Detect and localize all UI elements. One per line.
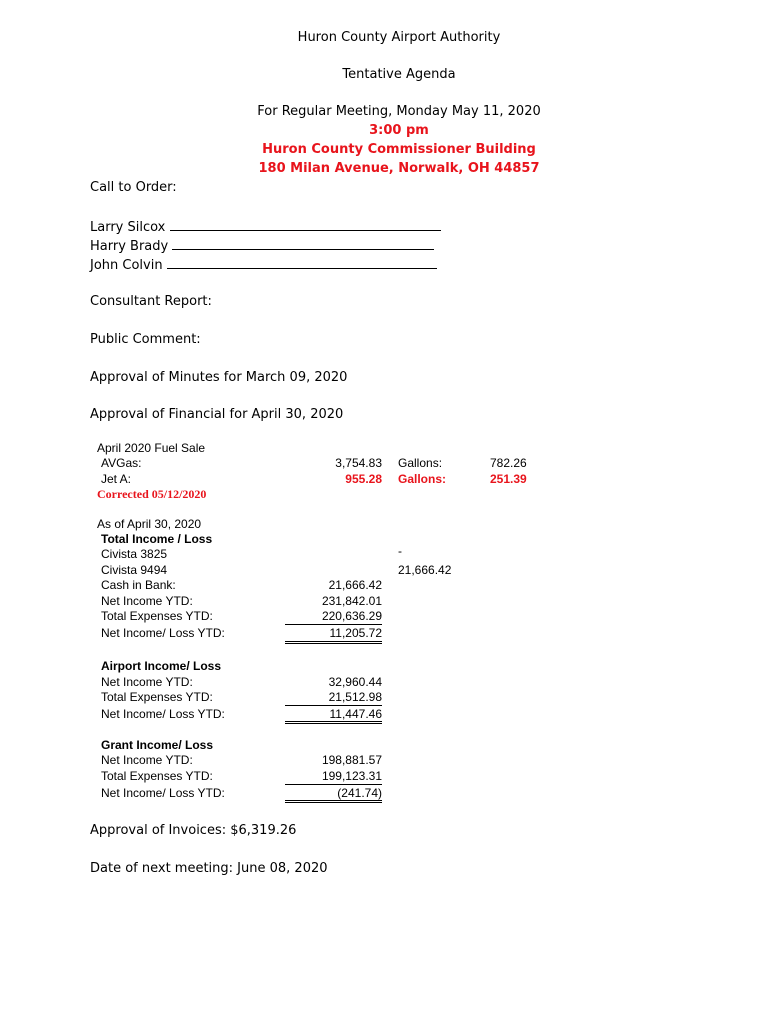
subtotal-line xyxy=(285,784,382,785)
airport-double-line-bottom xyxy=(285,723,382,724)
public-comment: Public Comment: xyxy=(90,332,201,347)
airport-heading: Airport Income/ Loss xyxy=(101,659,222,673)
airport-expenses-label: Total Expenses YTD: xyxy=(101,690,213,704)
total-net-value: 11,205.72 xyxy=(329,626,382,640)
subtotal-line xyxy=(285,705,382,706)
total-net-label: Net Income/ Loss YTD: xyxy=(101,626,225,640)
civista9494-label: Civista 9494 xyxy=(101,563,168,577)
jeta-amount: 955.28 xyxy=(345,472,382,486)
member-name: John Colvin xyxy=(90,258,163,273)
total-heading: Total Income / Loss xyxy=(101,532,213,546)
total-expenses-value: 220,636.29 xyxy=(321,609,382,623)
fuel-title: April 2020 Fuel Sale xyxy=(97,441,206,455)
grant-net-label: Net Income/ Loss YTD: xyxy=(101,786,225,800)
civista3825-label: Civista 3825 xyxy=(101,547,168,561)
grant-net-value: (241.74) xyxy=(337,786,382,800)
total-double-line-bottom xyxy=(285,643,382,644)
signature-line xyxy=(172,237,434,250)
airport-expenses-value: 21,512.98 xyxy=(328,690,382,704)
airport-net-label: Net Income/ Loss YTD: xyxy=(101,707,225,721)
jeta-gallons-label: Gallons: xyxy=(398,472,447,486)
doc-title: Tentative Agenda xyxy=(342,67,456,82)
member-name: Harry Brady xyxy=(90,239,169,254)
grant-heading: Grant Income/ Loss xyxy=(101,738,214,752)
grant-expenses-label: Total Expenses YTD: xyxy=(101,769,213,783)
meeting-time: 3:00 pm xyxy=(369,123,429,138)
roll-call-colvin xyxy=(90,256,437,273)
total-income-value: 231,842.01 xyxy=(321,594,382,608)
approval-invoices: Approval of Invoices: $6,319.26 xyxy=(90,823,297,838)
cash-value: 21,666.42 xyxy=(328,578,382,592)
airport-net-value: 11,447.46 xyxy=(329,707,382,721)
grant-income-value: 198,881.57 xyxy=(321,753,382,767)
member-name: Larry Silcox xyxy=(90,220,166,235)
airport-double-line-top xyxy=(285,721,382,722)
consultant-report: Consultant Report: xyxy=(90,294,212,309)
roll-call-brady xyxy=(90,237,434,254)
avgas-gallons-label: Gallons: xyxy=(398,456,443,470)
grant-double-line-bottom xyxy=(285,802,382,803)
grant-expenses-value: 199,123.31 xyxy=(321,769,382,783)
next-meeting-date: Date of next meeting: June 08, 2020 xyxy=(90,861,328,876)
meeting-address: 180 Milan Avenue, Norwalk, OH 44857 xyxy=(258,161,540,176)
airport-income-value: 32,960.44 xyxy=(328,675,382,689)
call-to-order: Call to Order: xyxy=(90,180,177,195)
airport-income-label: Net Income YTD: xyxy=(101,675,193,689)
corrected-note: Corrected 05/12/2020 xyxy=(97,487,207,501)
total-expenses-label: Total Expenses YTD: xyxy=(101,609,213,623)
meeting-line: For Regular Meeting, Monday May 11, 2020 xyxy=(257,104,541,119)
civista3825-value: - xyxy=(398,544,402,558)
as-of-date: As of April 30, 2020 xyxy=(97,517,202,531)
avgas-amount: 3,754.83 xyxy=(335,456,382,470)
grant-double-line-top xyxy=(285,800,382,801)
total-double-line-top xyxy=(285,641,382,642)
roll-call-silcox xyxy=(90,218,441,235)
civista9494-value: 21,666.42 xyxy=(398,563,452,577)
subtotal-line xyxy=(285,624,382,625)
jeta-label: Jet A: xyxy=(101,472,132,486)
total-income-label: Net Income YTD: xyxy=(101,594,193,608)
approval-financial: Approval of Financial for April 30, 2020 xyxy=(90,407,344,422)
avgas-label: AVGas: xyxy=(101,456,142,470)
meeting-location: Huron County Commissioner Building xyxy=(262,142,536,157)
org-name: Huron County Airport Authority xyxy=(297,30,501,45)
grant-income-label: Net Income YTD: xyxy=(101,753,193,767)
signature-line xyxy=(170,218,441,231)
jeta-gallons: 251.39 xyxy=(490,472,527,486)
avgas-gallons: 782.26 xyxy=(490,456,527,470)
cash-label: Cash in Bank: xyxy=(101,578,176,592)
approval-minutes: Approval of Minutes for March 09, 2020 xyxy=(90,370,348,385)
signature-line xyxy=(167,256,437,269)
